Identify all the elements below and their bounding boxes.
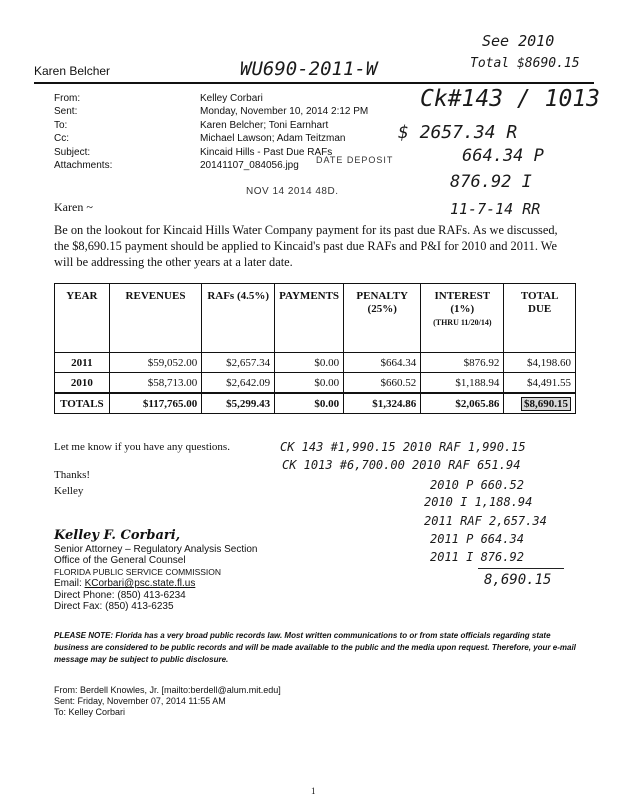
closing-name: Kelley <box>54 485 84 497</box>
forwarded-from: From: Berdell Knowles, Jr. [mailto:berdell@alum.mit.edu] <box>54 685 281 695</box>
cell-revenues: $58,713.00 <box>109 373 201 394</box>
signature-phone: Direct Phone: (850) 413-6234 <box>54 589 186 601</box>
col-revenues: REVENUES <box>109 284 201 353</box>
header-recipient: Karen Belcher <box>34 64 111 78</box>
email-link[interactable]: KCorbari@psc.state.fl.us <box>84 578 196 589</box>
signature-block <box>54 530 257 613</box>
greeting: Karen ~ <box>54 200 93 214</box>
cell-interest: $1,188.94 <box>421 373 504 394</box>
cell-penalty: $1,324.86 <box>344 393 421 414</box>
breakdown-line: 2010 I 1,188.94 <box>424 495 533 509</box>
public-records-notice: PLEASE NOTE: Florida has a very broad public records law. Most written communications to or from state officials regarding state business are considered to be public records and will be made available to the public and the media upon request. Therefore, your e-mail message may be subject to public disclosure. <box>54 631 576 664</box>
field-value: Monday, November 10, 2014 2:12 PM <box>200 106 369 118</box>
body-paragraph: Be on the lookout for Kincaid Hills Water Company payment for its past due RAFs. As we discussed, the $8,690.15 payment should be applied to Kincaid's past due RAFs and P&I for 2010 and 2011. We will be addressing the other years at a later date. <box>54 223 558 269</box>
forwarded-to: To: Kelley Corbari <box>54 707 126 717</box>
cell-rafs: $2,642.09 <box>202 373 275 394</box>
field-label: Cc: <box>54 133 69 145</box>
breakdown-line: 2010 P 660.52 <box>430 478 524 492</box>
table-totals-row <box>55 393 576 414</box>
closing-question: Let me know if you have any questions. <box>54 441 230 453</box>
field-from <box>54 92 368 105</box>
cell-interest: $2,065.86 <box>421 393 504 414</box>
field-value: Kincaid Hills - Past Due RAFs <box>200 146 333 158</box>
table-row <box>55 353 576 373</box>
field-value: Michael Lawson; Adam Teitzman <box>200 133 346 145</box>
col-rafs: RAFs (4.5%) <box>202 284 275 353</box>
raf-table <box>54 283 576 414</box>
closing-thanks: Thanks! <box>54 469 91 481</box>
field-value: 20141107_084056.jpg <box>200 160 299 172</box>
col-penalty: PENALTY (25%) <box>344 284 421 353</box>
cell-interest: $876.92 <box>421 353 504 373</box>
note-penalty-amount: 664.34 P <box>462 146 544 166</box>
col-interest-label: INTEREST (1%) <box>434 290 491 315</box>
cell-year: 2010 <box>55 373 110 394</box>
deposit-stamp-label: DATE DEPOSIT <box>316 155 394 165</box>
col-payments: PAYMENTS <box>275 284 344 353</box>
col-interest <box>421 284 504 353</box>
field-value: Karen Belcher; Toni Earnhart <box>200 119 329 131</box>
cell-payments: $0.00 <box>275 353 344 373</box>
note-raf-amount: $ 2657.34 R <box>398 122 518 143</box>
signature-name: Kelley F. Corbari, <box>54 528 181 543</box>
field-cc <box>54 132 368 145</box>
signature-office: Office of the General Counsel <box>54 555 186 566</box>
interest-thru-note: (THRU 11/20/14) <box>433 318 492 327</box>
field-value: Kelley Corbari <box>200 93 263 104</box>
table-header-row <box>55 284 576 353</box>
breakdown-line: CK 1013 #6,700.00 2010 RAF 651.94 <box>282 458 521 472</box>
cell-total: $4,491.55 <box>504 373 576 394</box>
cell-penalty: $660.52 <box>344 373 421 394</box>
email-label: Email: <box>54 578 82 589</box>
cell-revenues: $117,765.00 <box>109 393 201 414</box>
cell-revenues: $59,052.00 <box>109 353 201 373</box>
note-see-2010: See 2010 <box>482 32 555 50</box>
breakdown-line: 2011 P 664.34 <box>430 532 524 546</box>
breakdown-line: 2011 I 876.92 <box>430 550 524 564</box>
note-interest-amount: 876.92 I <box>450 172 532 192</box>
cell-payments: $0.00 <box>275 393 344 414</box>
signature-agency: FLORIDA PUBLIC SERVICE COMMISSION <box>54 566 222 577</box>
cell-total <box>504 393 576 414</box>
breakdown-line: CK 143 #1,990.15 2010 RAF 1,990.15 <box>280 440 526 454</box>
field-label: Attachments: <box>54 160 113 172</box>
field-label: Sent: <box>54 106 78 118</box>
cell-penalty: $664.34 <box>344 353 421 373</box>
field-to <box>54 119 368 132</box>
field-label: To: <box>54 119 68 131</box>
breakdown-line: 2011 RAF 2,657.34 <box>424 514 547 528</box>
cell-rafs: $5,299.43 <box>202 393 275 414</box>
breakdown-sum-rule <box>478 568 564 569</box>
cell-total: $4,198.60 <box>504 353 576 373</box>
note-date-initials: 11-7-14 RR <box>450 200 541 218</box>
field-label: From: <box>54 93 81 104</box>
deposit-stamp-date: NOV 14 2014 48D. <box>246 186 339 197</box>
page-number: 1 <box>311 786 316 796</box>
table-row <box>55 373 576 394</box>
field-sent <box>54 105 368 118</box>
cell-payments: $0.00 <box>275 373 344 394</box>
header-rule <box>34 82 594 84</box>
handwritten-docket: WU690-2011-W <box>240 58 378 80</box>
signature-fax: Direct Fax: (850) 413-6235 <box>54 601 174 612</box>
note-check-numbers: Ck#143 / 1013 <box>420 86 601 112</box>
note-total: Total $8690.15 <box>470 56 580 71</box>
grand-total: $8,690.15 <box>521 397 571 411</box>
signature-email-line <box>54 578 257 590</box>
col-year: YEAR <box>55 284 110 353</box>
cell-year: 2011 <box>55 353 110 373</box>
forwarded-header <box>54 685 281 718</box>
breakdown-total: 8,690.15 <box>484 572 552 588</box>
forwarded-sent: Sent: Friday, November 07, 2014 11:55 AM <box>54 696 226 706</box>
field-label: Subject: <box>54 146 91 158</box>
signature-title: Senior Attorney – Regulatory Analysis Section <box>54 543 258 555</box>
closing <box>54 439 230 499</box>
cell-rafs: $2,657.34 <box>202 353 275 373</box>
col-total-due: TOTAL DUE <box>504 284 576 353</box>
cell-year: TOTALS <box>55 393 110 414</box>
